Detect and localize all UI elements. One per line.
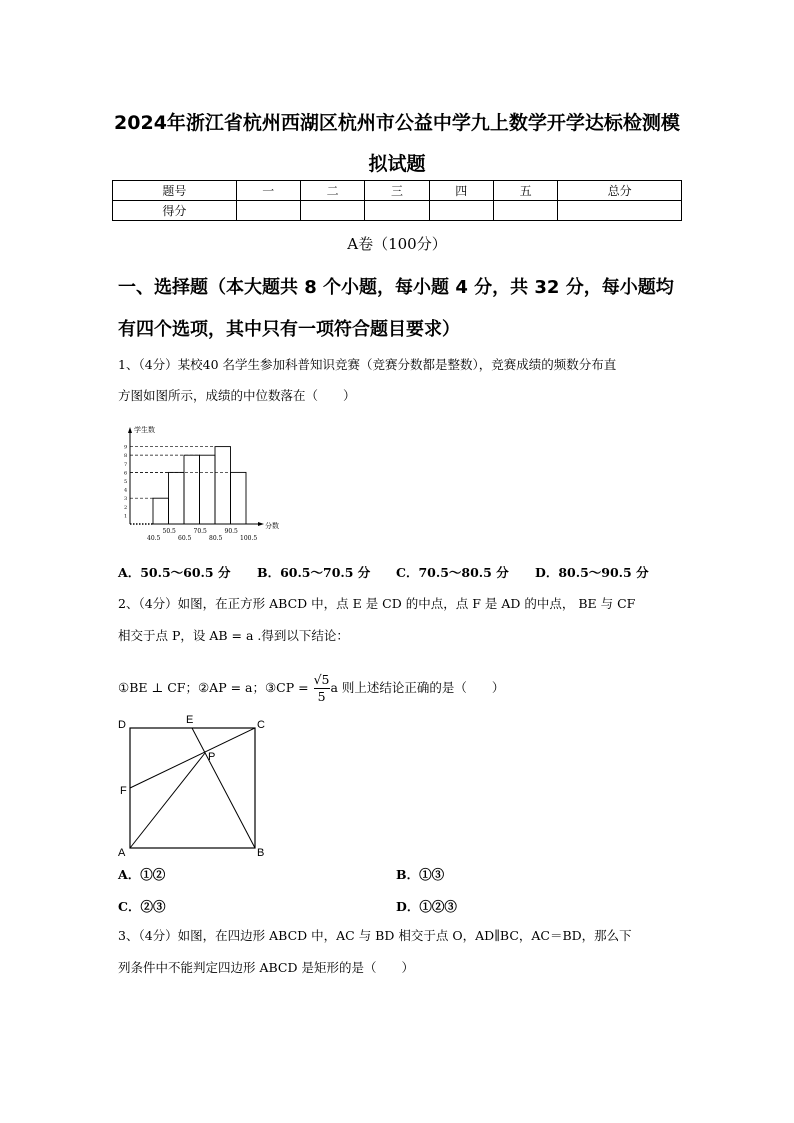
histogram-figure [110,420,290,550]
score-header-cell: 总分 [558,181,682,201]
q3-line-1: 3、（4分）如图，在四边形 ABCD 中，AC 与 BD 相交于点 O，AD∥BC，AC＝BD，那么下 [118,928,632,943]
q2-line-1: 2、（4分）如图，在正方形 ABCD 中，点 E 是 CD 的中点，点 F 是 AD 的中点， BE 与 CF [118,596,636,611]
score-cell [365,201,429,221]
title-line-2: 拟试题 [368,153,426,175]
label-d: D [118,719,126,731]
square-abcd [130,728,255,848]
score-cell [493,201,557,221]
score-cell [558,201,682,221]
histogram-bar [153,498,169,524]
q2-option-c[interactable]: C．②③ [118,899,166,914]
label-b: B [257,847,265,858]
q1-option-a[interactable]: A．50.5～60.5 分 [118,565,231,580]
x-tick-label: 40.5 [147,535,161,542]
label-c: C [257,719,265,731]
y-tick-label: 2 [124,504,128,511]
score-row-label: 得分 [113,201,237,221]
fraction-numerator: √5 [313,672,330,687]
score-cell [300,201,364,221]
q2-conclusions [118,672,504,705]
histogram-bar [231,472,247,524]
x-tick-label: 100.5 [240,535,258,542]
histogram-bar [215,447,231,524]
q1-option-b[interactable]: B．60.5～70.5 分 [257,565,371,580]
label-f: F [120,785,127,797]
histogram-bar [184,455,200,524]
fraction [314,672,330,705]
y-tick-label: 6 [124,470,128,477]
q2-conclusions-end: a 则上述结论正确的是（ ） [330,680,505,695]
score-cell [429,201,493,221]
y-tick-label: 1 [124,513,128,520]
label-p: P [208,751,216,763]
histogram-bar [169,472,185,524]
score-header-cell: 五 [493,181,557,201]
score-table-header-row [113,181,682,201]
y-tick-label: 3 [124,496,128,503]
q3-line-2: 列条件中不能判定四边形 ABCD 是矩形的是（ ） [118,960,414,975]
score-header-cell: 三 [365,181,429,201]
square-figure [112,712,272,858]
paper-part: A卷（100分） [347,235,447,253]
score-header-cell: 四 [429,181,493,201]
q2-option-b[interactable]: B．①③ [396,867,445,882]
line-ap [130,753,205,848]
score-table [112,180,682,221]
line-cf [130,728,255,788]
section-heading-line-2: 有四个选项，其中只有一项符合题目要求） [118,319,460,340]
line-be [192,728,255,848]
label-e: E [186,714,194,726]
y-axis-arrow [128,427,132,433]
score-table-row [113,201,682,221]
x-tick-label: 80.5 [209,535,223,542]
y-axis-label: 学生数 [134,426,155,434]
y-tick-label: 5 [124,479,128,485]
q2-conclusions-start: ①BE ⊥ CF；②AP = a；③CP = [118,680,313,695]
q1-line-1: 1、（4分）某校40 名学生参加科普知识竞赛（竞赛分数都是整数），竞赛成绩的频数分布直 [118,357,617,372]
label-a: A [118,847,126,858]
fraction-denominator: 5 [317,689,326,704]
q1-option-c[interactable]: C．70.5～80.5 分 [396,565,509,580]
x-axis-label: 分数 [265,522,279,530]
score-header-cell: 一 [236,181,300,201]
x-tick-label: 90.5 [224,528,238,535]
x-tick-label: 50.5 [162,528,176,535]
y-tick-label: 9 [124,444,128,451]
y-tick-label: 8 [124,453,128,460]
q2-line-2: 相交于点 P，设 AB = a .得到以下结论： [118,628,349,643]
title-line-1: 2024年浙江省杭州西湖区杭州市公益中学九上数学开学达标检测模 [114,112,680,134]
section-heading-line-1: 一、选择题（本大题共 8 个小题，每小题 4 分，共 32 分，每小题均 [118,277,674,298]
q1-option-d[interactable]: D．80.5～90.5 分 [535,565,649,580]
y-tick-label: 4 [124,487,128,494]
score-header-cell: 题号 [113,181,237,201]
score-header-cell: 二 [300,181,364,201]
x-tick-label: 70.5 [193,528,207,535]
x-axis-arrow [258,522,264,526]
x-tick-label: 60.5 [178,535,192,542]
q2-option-a[interactable]: A．①② [118,867,166,882]
y-tick-label: 7 [124,461,128,468]
histogram-bar [200,455,216,524]
q1-line-2: 方图如图所示，成绩的中位数落在（ ） [118,388,356,403]
q2-option-d[interactable]: D．①②③ [396,899,457,914]
score-cell [236,201,300,221]
